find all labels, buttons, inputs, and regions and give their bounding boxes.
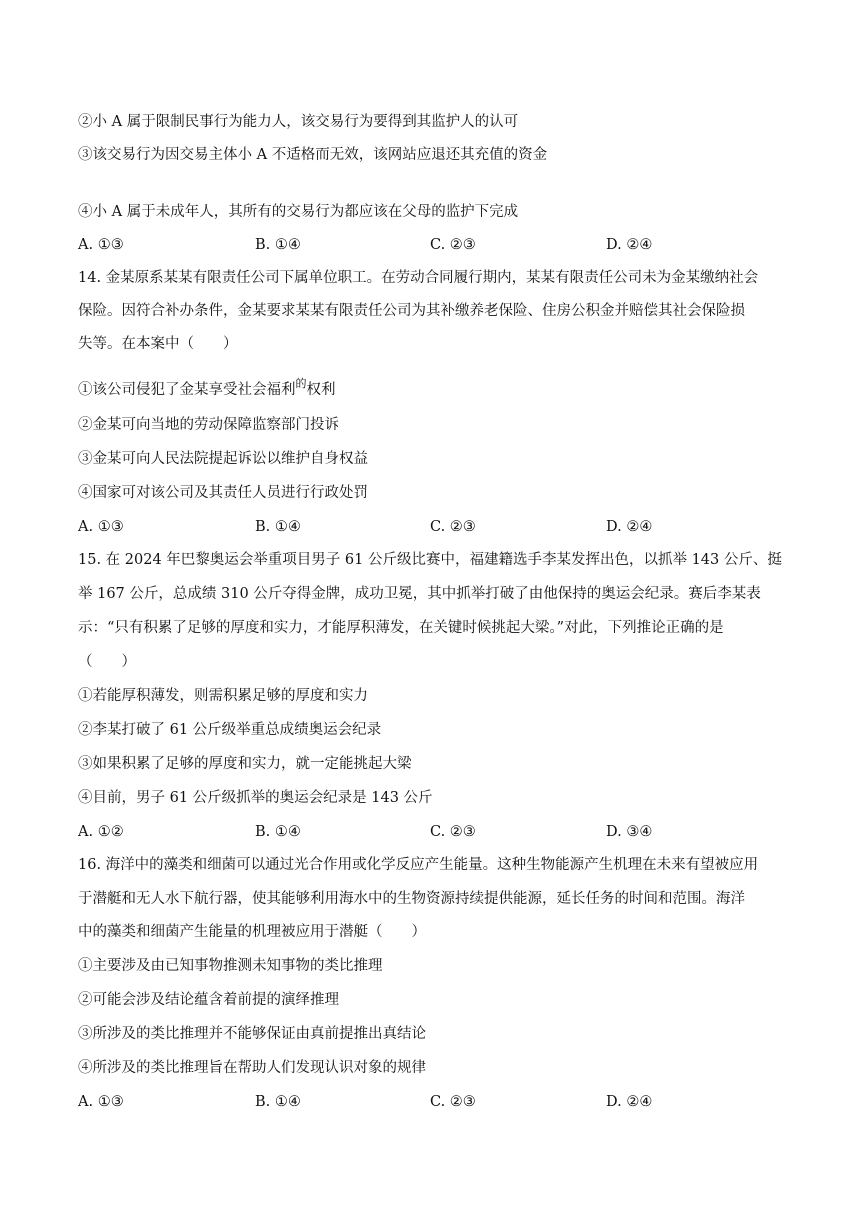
q15-stem-line-2: 举 167 公斤，总成绩 310 公斤夺得金牌，成功卫冕，其中抓举打破了由他保持的奥运会纪录。赛后李某表 bbox=[78, 586, 761, 602]
q15-item-1: ①若能厚积薄发，则需积累足够的厚度和实力 bbox=[78, 688, 368, 704]
q15-options bbox=[78, 822, 798, 842]
q14-item-1-superscript: 的 bbox=[295, 377, 307, 390]
q16-item-3: ③所涉及的类比推理并不能够保证由真前提推出真结论 bbox=[78, 1026, 426, 1042]
q14-stem-line-3: 失等。在本案中（ ） bbox=[78, 336, 238, 352]
q15-item-4: ④目前，男子 61 公斤级抓举的奥运会纪录是 143 公斤 bbox=[78, 790, 433, 806]
q15-option-b[interactable]: B. ①④ bbox=[255, 824, 301, 840]
q15-stem-line-3: 示：“只有积累了足够的厚度和实力，才能厚积薄发，在关键时候挑起大梁。”对此，下列推论正确的是 bbox=[78, 620, 724, 636]
q14-stem-line-1: 14. 金某原系某某有限责任公司下属单位职工。在劳动合同履行期内，某某有限责任公司未为金某缴纳社会 bbox=[78, 270, 759, 286]
q14-item-1-text: ①该公司侵犯了金某享受社会福利 bbox=[78, 382, 296, 398]
q16-option-a[interactable]: A. ①③ bbox=[78, 1094, 124, 1110]
q15-option-c[interactable]: C. ②③ bbox=[430, 824, 476, 840]
q13-option-b[interactable]: B. ①④ bbox=[255, 237, 301, 253]
q14-option-c[interactable]: C. ②③ bbox=[430, 519, 476, 535]
q13-option-c[interactable]: C. ②③ bbox=[430, 237, 476, 253]
q13-item-3: ③该交易行为因交易主体小 A 不适格而无效，该网站应退还其充值的资金 bbox=[78, 147, 548, 163]
q14-item-2: ②金某可向当地的劳动保障监察部门投诉 bbox=[78, 417, 339, 433]
q16-option-c[interactable]: C. ②③ bbox=[430, 1094, 476, 1110]
q14-item-4: ④国家可对该公司及其责任人员进行行政处罚 bbox=[78, 485, 368, 501]
q15-stem-line-4: （ ） bbox=[78, 654, 136, 670]
q16-item-2: ②可能会涉及结论蕴含着前提的演绎推理 bbox=[78, 992, 339, 1008]
q16-options bbox=[78, 1092, 798, 1112]
q15-stem-line-1: 15. 在 2024 年巴黎奥运会举重项目男子 61 公斤级比赛中，福建籍选手李某发挥出色，以抓举 143 公斤、挺 bbox=[78, 552, 782, 568]
q13-option-d[interactable]: D. ②④ bbox=[606, 237, 653, 253]
q16-item-1: ①主要涉及由已知事物推测未知事物的类比推理 bbox=[78, 958, 383, 974]
q16-stem-line-1: 16. 海洋中的藻类和细菌可以通过光合作用或化学反应产生能量。这种生物能源产生机理在未来有望被应用 bbox=[78, 857, 759, 873]
q15-option-a[interactable]: A. ①② bbox=[78, 824, 124, 840]
q14-item-3: ③金某可向人民法院提起诉讼以维护自身权益 bbox=[78, 451, 368, 467]
q16-stem-line-2: 于潜艇和无人水下航行器，使其能够利用海水中的生物资源持续提供能源，延长任务的时间和范围。海洋 bbox=[78, 891, 745, 907]
q16-stem-line-3: 中的藻类和细菌产生能量的机理被应用于潜艇（ ） bbox=[78, 924, 426, 940]
q13-options bbox=[78, 235, 798, 255]
q14-stem-line-2: 保险。因符合补办条件，金某要求某某有限责任公司为其补缴养老保险、住房公积金并赔偿其社会保险损 bbox=[78, 303, 745, 319]
q14-option-b[interactable]: B. ①④ bbox=[255, 519, 301, 535]
q14-item-1-text-end: 权利 bbox=[306, 382, 336, 398]
q14-option-a[interactable]: A. ①③ bbox=[78, 519, 124, 535]
q15-option-d[interactable]: D. ③④ bbox=[606, 824, 653, 840]
q14-item-1 bbox=[78, 377, 336, 401]
q16-option-d[interactable]: D. ②④ bbox=[606, 1094, 653, 1110]
q16-item-4: ④所涉及的类比推理旨在帮助人们发现认识对象的规律 bbox=[78, 1060, 426, 1076]
q13-item-4: ④小 A 属于未成年人，其所有的交易行为都应该在父母的监护下完成 bbox=[78, 204, 519, 220]
q14-options bbox=[78, 517, 798, 537]
q15-item-3: ③如果积累了足够的厚度和实力，就一定能挑起大梁 bbox=[78, 756, 412, 772]
q15-item-2: ②李某打破了 61 公斤级举重总成绩奥运会纪录 bbox=[78, 722, 382, 738]
q14-option-d[interactable]: D. ②④ bbox=[606, 519, 653, 535]
q16-option-b[interactable]: B. ①④ bbox=[255, 1094, 301, 1110]
q13-item-2: ②小 A 属于限制民事行为能力人，该交易行为要得到其监护人的认可 bbox=[78, 114, 519, 130]
q13-option-a[interactable]: A. ①③ bbox=[78, 237, 124, 253]
